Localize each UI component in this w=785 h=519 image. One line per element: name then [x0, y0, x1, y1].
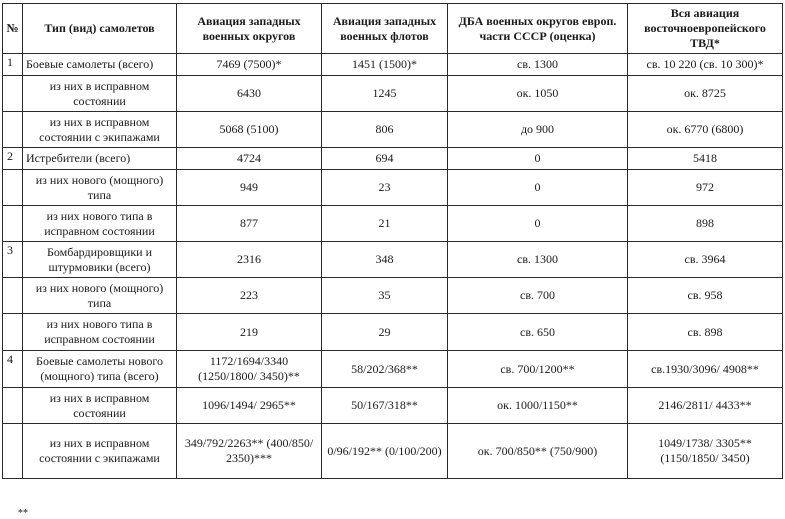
cell-all-east: 898: [628, 206, 783, 242]
row-type: из них в исправном состоянии с экипажами: [23, 112, 177, 148]
row-num: [3, 170, 23, 206]
cell-dba: св. 1300: [448, 54, 628, 76]
cell-dba: до 900: [448, 112, 628, 148]
header-dba: ДБА военных округов европ. части СССР (оценка): [448, 4, 628, 54]
cell-west-fleets: 23: [322, 170, 448, 206]
cell-dba: ок. 700/850** (750/900): [448, 424, 628, 479]
row-num: 4: [3, 351, 23, 388]
cell-dba: св. 1300: [448, 242, 628, 278]
cell-west-districts: 949: [177, 170, 322, 206]
row-type: из них нового (мощного) типа: [23, 278, 177, 314]
cell-west-districts: 2316: [177, 242, 322, 278]
cell-all-east: св. 10 220 (св. 10 300)*: [628, 54, 783, 76]
cell-all-east: св. 958: [628, 278, 783, 314]
cell-dba: 0: [448, 170, 628, 206]
table-row: [3, 242, 783, 278]
cell-west-districts: 4724: [177, 148, 322, 170]
row-type: из них нового типа в исправном состоянии: [23, 206, 177, 242]
table-row: [3, 314, 783, 351]
table-row: [3, 278, 783, 314]
table-wrapper: [2, 3, 783, 479]
cell-all-east: св. 898: [628, 314, 783, 351]
cell-dba: св. 700/1200**: [448, 351, 628, 388]
row-num: [3, 314, 23, 351]
cell-west-fleets: 35: [322, 278, 448, 314]
row-type: из них нового (мощного) типа: [23, 170, 177, 206]
row-type: Истребители (всего): [23, 148, 177, 170]
row-type: из них в исправном состоянии: [23, 388, 177, 424]
table-row: [3, 54, 783, 76]
cell-all-east: ок. 8725: [628, 76, 783, 112]
table-row: [3, 424, 783, 479]
header-num: №: [3, 4, 23, 54]
cell-west-districts: 223: [177, 278, 322, 314]
table-row: [3, 148, 783, 170]
cell-west-districts: 1172/1694/3340 (1250/1800/ 3450)**: [177, 351, 322, 388]
cell-all-east: 2146/2811/ 4433**: [628, 388, 783, 424]
cell-west-fleets: 50/167/318**: [322, 388, 448, 424]
table-row: [3, 76, 783, 112]
row-num: [3, 278, 23, 314]
row-type: Боевые самолеты (всего): [23, 54, 177, 76]
row-type: из них нового типа в исправном состоянии: [23, 314, 177, 351]
row-num: [3, 112, 23, 148]
table-row: [3, 388, 783, 424]
cell-west-fleets: 21: [322, 206, 448, 242]
table-row: [3, 206, 783, 242]
cell-dba: св. 700: [448, 278, 628, 314]
aviation-table: [2, 3, 783, 479]
header-row: [3, 4, 783, 54]
cell-west-fleets: 806: [322, 112, 448, 148]
footnote-marker: **: [18, 508, 28, 519]
cell-west-fleets: 58/202/368**: [322, 351, 448, 388]
cell-west-fleets: 694: [322, 148, 448, 170]
cell-west-districts: 6430: [177, 76, 322, 112]
cell-dba: св. 650: [448, 314, 628, 351]
row-num: [3, 76, 23, 112]
row-type: Боевые самолеты нового (мощного) типа (всего): [23, 351, 177, 388]
row-type: из них в исправном состоянии: [23, 76, 177, 112]
cell-west-districts: 349/792/2263** (400/850/ 2350)***: [177, 424, 322, 479]
cell-all-east: 1049/1738/ 3305** (1150/1850/ 3450): [628, 424, 783, 479]
cell-west-fleets: 1451 (1500)*: [322, 54, 448, 76]
header-west-districts: Авиация западных военных округов: [177, 4, 322, 54]
cell-all-east: 5418: [628, 148, 783, 170]
header-all-east: Вся авиация восточноевропейского ТВД*: [628, 4, 783, 54]
table-row: [3, 170, 783, 206]
header-type: Тип (вид) самолетов: [23, 4, 177, 54]
cell-all-east: св.1930/3096/ 4908**: [628, 351, 783, 388]
table-row: [3, 112, 783, 148]
row-type: Бомбардировщики и штурмовики (всего): [23, 242, 177, 278]
cell-west-districts: 877: [177, 206, 322, 242]
cell-west-fleets: 0/96/192** (0/100/200): [322, 424, 448, 479]
header-west-fleets: Авиация западных военных флотов: [322, 4, 448, 54]
cell-west-districts: 7469 (7500)*: [177, 54, 322, 76]
cell-west-districts: 219: [177, 314, 322, 351]
row-type: из них в исправном состоянии с экипажами: [23, 424, 177, 479]
row-num: 2: [3, 148, 23, 170]
cell-dba: ок. 1050: [448, 76, 628, 112]
row-num: [3, 424, 23, 479]
cell-all-east: ок. 6770 (6800): [628, 112, 783, 148]
row-num: 3: [3, 242, 23, 278]
cell-dba: 0: [448, 206, 628, 242]
row-num: [3, 206, 23, 242]
cell-all-east: св. 3964: [628, 242, 783, 278]
cell-dba: 0: [448, 148, 628, 170]
row-num: [3, 388, 23, 424]
cell-west-districts: 5068 (5100): [177, 112, 322, 148]
cell-west-districts: 1096/1494/ 2965**: [177, 388, 322, 424]
cell-all-east: 972: [628, 170, 783, 206]
table-row: [3, 351, 783, 388]
cell-west-fleets: 348: [322, 242, 448, 278]
cell-dba: ок. 1000/1150**: [448, 388, 628, 424]
cell-west-fleets: 1245: [322, 76, 448, 112]
cell-west-fleets: 29: [322, 314, 448, 351]
row-num: 1: [3, 54, 23, 76]
